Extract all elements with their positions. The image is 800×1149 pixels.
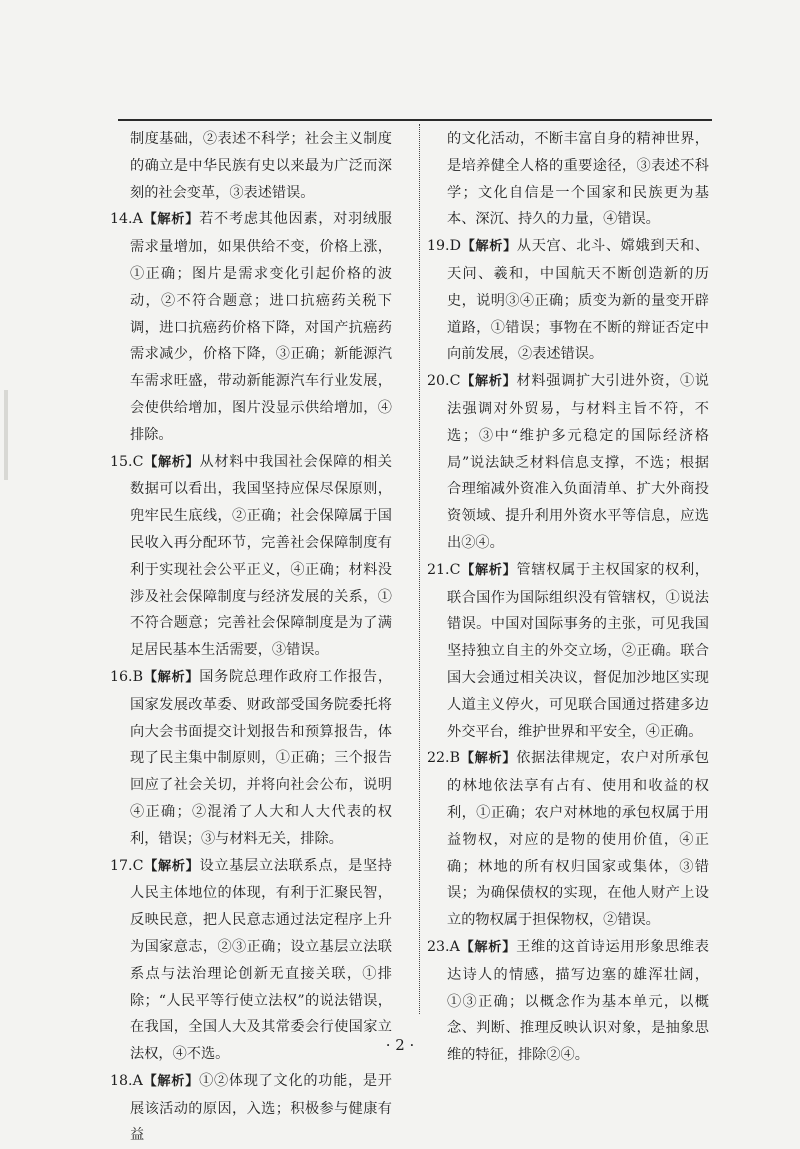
- answer-text: 从材料中我国社会保障的相关数据可以看出，我国坚持应保尽保原则，兜牢民生底线，②正确；社会保障属于国民收入再分配环节，完善社会保障制度有利于实现社会公平正义，④正确；材料没涉及社会保障制度与经济发展的关系，①不符合题意；完善社会保障制度是为了满足居民基本生活需要，③错误。: [130, 453, 392, 659]
- question-number: 18.A: [110, 1072, 143, 1089]
- header-rule: [118, 119, 712, 121]
- question-number: 14.A: [110, 211, 143, 228]
- question-number: 21.C: [427, 561, 461, 578]
- analysis-tag: 【解析】: [460, 239, 517, 255]
- answer-text: 依据法律规定，农户对所承包的林地依法享有占有、使用和收益的权利，①正确；农户对林地的承包权属于用益物权，对应的是物的使用价值，④正确；林地的所有权归国家或集体，③错误；为确保债权的实现，在他人财产上设立的物权属于担保物权，②错误。: [447, 750, 710, 929]
- answer-text: 若不考虑其他因素，对羽绒服需求量增加，如果供给不变，价格上涨，①正确；图片是需求变化引起价格的波动，②不符合题意；进口抗癌药关税下调，进口抗癌药价格下降，对国产抗癌药需求减少，价格下降，③正确；新能源汽车需求旺盛，带动新能源汽车行业发展，会使供给增加，图片没显示供给增加，④排除。: [130, 211, 392, 443]
- question-number: 19.D: [427, 238, 461, 255]
- answer-item-20: [427, 368, 709, 557]
- answer-text: ①②体现了文化的功能，是开展该活动的原因，入选；积极参与健康有益: [130, 1072, 392, 1144]
- question-number: 17.C: [110, 857, 144, 874]
- column-divider: [419, 124, 420, 1014]
- answer-text: 王维的这首诗运用形象思维表达诗人的情感，描写边塞的雄浑壮阔，①③正确；以概念作为基本单元，以概念、判断、推理反映认识对象，是抽象思维的特征，排除②④。: [447, 938, 709, 1064]
- answer-text: 国务院总理作政府工作报告，国家发展改革委、财政部受国务院委托将向大会书面提交计划报告和预算报告，体现了民主集中制原则，①正确；三个报告回应了社会关切，并将向社会公布，说明④正确；②混淆了人大和人大代表的权利，错误；③与材料无关，排除。: [130, 668, 393, 847]
- analysis-tag: 【解析】: [143, 858, 200, 874]
- answer-item-16: [110, 664, 392, 853]
- analysis-tag: 【解析】: [460, 751, 517, 767]
- analysis-tag: 【解析】: [143, 454, 200, 470]
- answer-item-18: [110, 1068, 392, 1149]
- question-number: 15.C: [110, 453, 144, 470]
- page-number: · 2 ·: [385, 1036, 415, 1054]
- answer-continuation: 的文化活动，不断丰富自身的精神世界，是培养健全人格的重要途径，③表述不科学；文化自信是一个国家和民族更为基本、深沉、持久的力量，④错误。: [447, 131, 709, 228]
- scan-margin-mark: [4, 390, 8, 480]
- analysis-tag: 【解析】: [142, 1073, 200, 1089]
- answer-item-21: [427, 557, 709, 746]
- left-column: [110, 126, 392, 1149]
- analysis-tag: 【解析】: [459, 939, 517, 955]
- analysis-tag: 【解析】: [142, 212, 200, 228]
- answer-item-15: [110, 449, 392, 664]
- answer-item-19: [427, 233, 709, 368]
- question-number: 23.A: [427, 938, 460, 955]
- answer-text: 设立基层立法联系点，是坚持人民主体地位的体现，有利于汇聚民智，反映民意，把人民意志通过法定程序上升为国家意志，②③正确；设立基层立法联系点与法治理论创新无直接关联，①排除；“人民平等行使立法权”的说法错误，在我国，全国人大及其常委会行使国家立法权，④不选。: [130, 857, 392, 1063]
- question-number: 20.C: [427, 373, 461, 390]
- answer-item-22: [427, 745, 709, 934]
- answer-text: 管辖权属于主权国家的权利，联合国作为国际组织没有管辖权，①说法错误。中国对国际事务的主张，可见我国坚持独立自主的外交立场，②正确。联合国大会通过相关决议，督促加沙地区实现人道主义停火，可见联合国通过搭建多边外交平台，维护世界和平安全，④正确。: [447, 561, 709, 740]
- analysis-tag: 【解析】: [460, 374, 517, 390]
- question-number: 22.B: [427, 750, 460, 767]
- answer-text: 从天宫、北斗、嫦娥到天和、天问、羲和，中国航天不断创造新的历史，说明③④正确；质变为新的量变开辟道路，①错误；事物在不断的辩证否定中向前发展，②表述错误。: [447, 238, 709, 363]
- analysis-tag: 【解析】: [460, 562, 517, 578]
- answer-text: 材料强调扩大引进外资，①说法强调对外贸易，与材料主旨不符，不选；③中“维护多元稳定的国际经济格局”说法缺乏材料信息支撑，不选；根据合理缩减外资准入负面清单、扩大外商投资领域、提升利用外资水平等信息，应选出②④。: [447, 373, 709, 551]
- answer-continuation: 制度基础，②表述不科学；社会主义制度的确立是中华民族有史以来最为广泛而深刻的社会变革，③表述错误。: [130, 131, 392, 201]
- answer-item-14: [110, 206, 392, 448]
- analysis-tag: 【解析】: [143, 669, 200, 685]
- right-column: [427, 126, 709, 1069]
- question-number: 16.B: [110, 668, 143, 685]
